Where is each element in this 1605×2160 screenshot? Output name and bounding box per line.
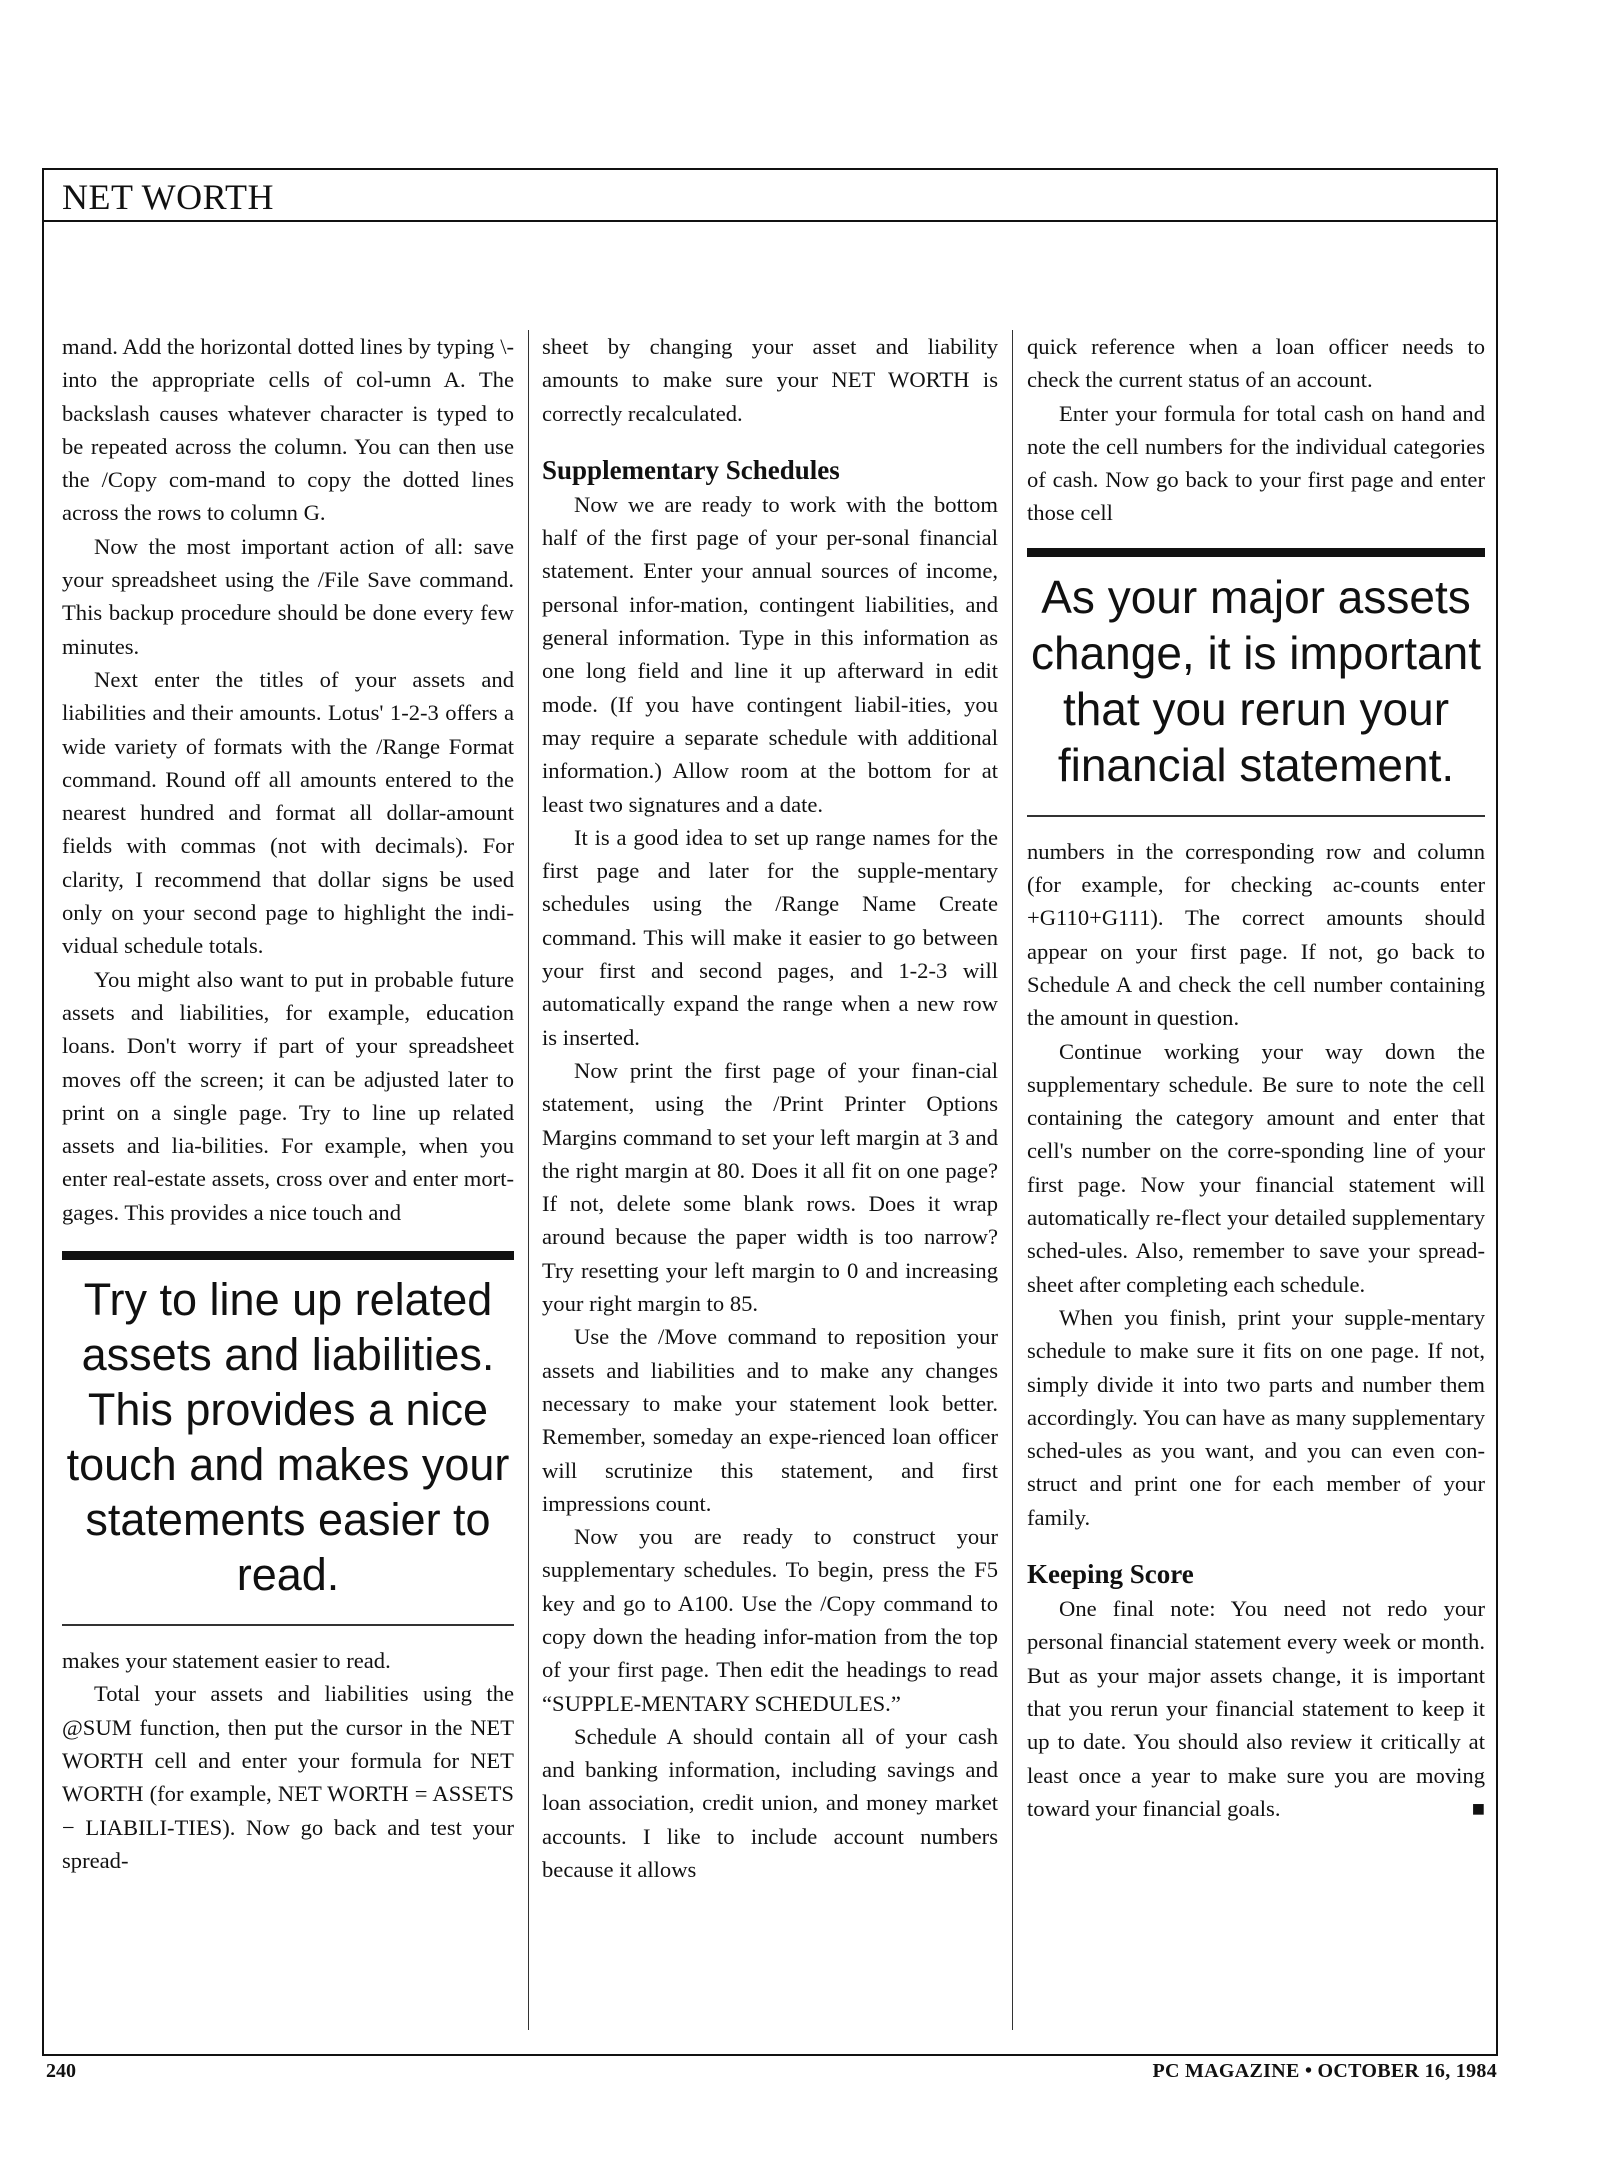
paragraph: mand. Add the horizontal dotted lines by typing \- into the appropriate cells of col-umn A. The backslash causes whatever character is typed to be repeated across the column. You can then use the /Copy com-mand to copy the dotted lines across the rows to column G.	[62, 334, 514, 526]
article-frame	[42, 168, 1498, 2056]
page-number: 240	[46, 2060, 76, 2082]
paragraph: Use the /Move command to reposition your assets and liabilities and to make any changes necessary to make your statement look better. Remember, someday an expe-rienced loan officer will scrutinize this statement, and first impressions count.	[542, 1324, 998, 1516]
column-1	[62, 330, 514, 1877]
paragraph: Now print the first page of your finan-cial statement, using the /Print Printer Options Margins command to set your left margin at 3 and the right margin at 80. Does it all fit on one page? If not, delete some blank rows. Does it wrap around because the paper width is too narrow? Try resetting your left margin to 0 and increasing your right margin to 85.	[542, 1057, 998, 1317]
paragraph: It is a good idea to set up range names for the first page and later for the supple-mentary schedules using the /Range Name Create command. This will make it easier to go between your first and second pages, and 1-2-3 will automatically expand the range when a new row is inserted.	[542, 824, 998, 1050]
paragraph: Schedule A should contain all of your cash and banking information, including savings and loan association, credit union, and money market accounts. I like to include account numbers because it allows	[542, 1723, 998, 1883]
magazine-footer: PC MAGAZINE • OCTOBER 16, 1984	[1152, 2060, 1497, 2082]
paragraph: quick reference when a loan officer needs to check the current status of an account.	[1027, 334, 1485, 393]
paragraph: Now you are ready to construct your supplementary schedules. To begin, press the F5 key and go to A100. Use the /Copy command to copy down the heading infor-mation from the top of your first page. Then edit the headings to read “SUPPLE-MENTARY SCHEDULES.”	[542, 1524, 998, 1716]
pull-quote: Try to line up related assets and liabilities. This provides a nice touch and makes your statements easier to read.	[62, 1251, 514, 1626]
paragraph: Total your assets and liabilities using the @SUM function, then put the cursor in the NET WORTH cell and enter your formula for NET WORTH (for example, NET WORTH = ASSETS − LIABILI-TIES). Now go back and test your spread-	[62, 1681, 514, 1873]
paragraph: When you finish, print your supple-mentary schedule to make sure it fits on one page. If not, simply divide it into two parts and number them accordingly. You can have as many supplementary sched-ules as you want, and you can even con-struct and print one for each member of your family.	[1027, 1304, 1485, 1530]
paragraph: makes your statement easier to read.	[62, 1648, 391, 1674]
column-divider	[528, 330, 529, 2030]
paragraph: Continue working your way down the supplementary schedule. Be sure to note the cell containing the category amount and enter that cell's number on the corre-sponding line of your first page. Now your financial statement will automatically re-flect your detailed supplementary sched-ules. Also, remember to save your spread-sheet after completing each schedule.	[1027, 1038, 1485, 1297]
paragraph: You might also want to put in probable future assets and liabilities, for example, education loans. Don't worry if part of your spreadsheet moves off the screen; it can be adjusted later to print on a single page. Try to line up related assets and lia-bilities. For example, when you enter real-estate assets, cross over and enter mort-gages. This provides a nice touch and	[62, 966, 514, 1225]
pull-quote: As your major assets change, it is important that you rerun your financial statement.	[1027, 548, 1485, 817]
subheading: Keeping Score	[1027, 1559, 1194, 1590]
subheading: Supplementary Schedules	[542, 454, 840, 485]
paragraph: Enter your formula for total cash on hand and note the cell numbers for the individual categories of cash. Now go back to your first page and enter those cell	[1027, 400, 1485, 526]
end-of-article-mark: ■	[1471, 1795, 1485, 1821]
section-title: NET WORTH	[62, 177, 274, 217]
paragraph: Next enter the titles of your assets and liabilities and their amounts. Lotus' 1-2-3 offers a wide variety of formats with the /Range Format command. Round off all amounts entered to the nearest hundred and format all dollar-amount fields with commas (not with decimals). For clarity, I recommend that dollar signs be used only on your second page to highlight the indi-vidual schedule totals.	[62, 666, 514, 959]
column-divider	[1012, 330, 1013, 2030]
paragraph: numbers in the corresponding row and column (for example, for checking ac-counts enter +G110+G111). The correct amounts should appear on your first page. If not, go back to Schedule A and check the cell number containing the amount in question.	[1027, 838, 1485, 1031]
paragraph	[1027, 1592, 1485, 1825]
section-header	[44, 170, 1496, 222]
paragraph: Now we are ready to work with the bottom half of the first page of your per-sonal financial statement. Enter your annual sources of income, personal infor-mation, contingent liabilities, and general information. Type in this information as one long field and line it up afterward in edit mode. (If you have contingent liabil-ities, you may require a separate schedule with additional information.) Allow room at the bottom for at least two signatures and a date.	[542, 491, 998, 817]
column-3	[1027, 330, 1485, 1825]
column-2	[542, 330, 998, 1886]
paragraph: sheet by changing your asset and liability amounts to make sure your NET WORTH is correctly recalculated.	[542, 334, 998, 426]
paragraph-text: One final note: You need not redo your personal financial statement every week or month. But as your major assets change, it is important that you rerun your financial statement to keep it up to date. You should also review it critically at least once a year to make sure you are moving toward your financial goals.	[1027, 1596, 1485, 1821]
paragraph: Now the most important action of all: save your spreadsheet using the /File Save command. This backup procedure should be done every few minutes.	[62, 533, 514, 659]
